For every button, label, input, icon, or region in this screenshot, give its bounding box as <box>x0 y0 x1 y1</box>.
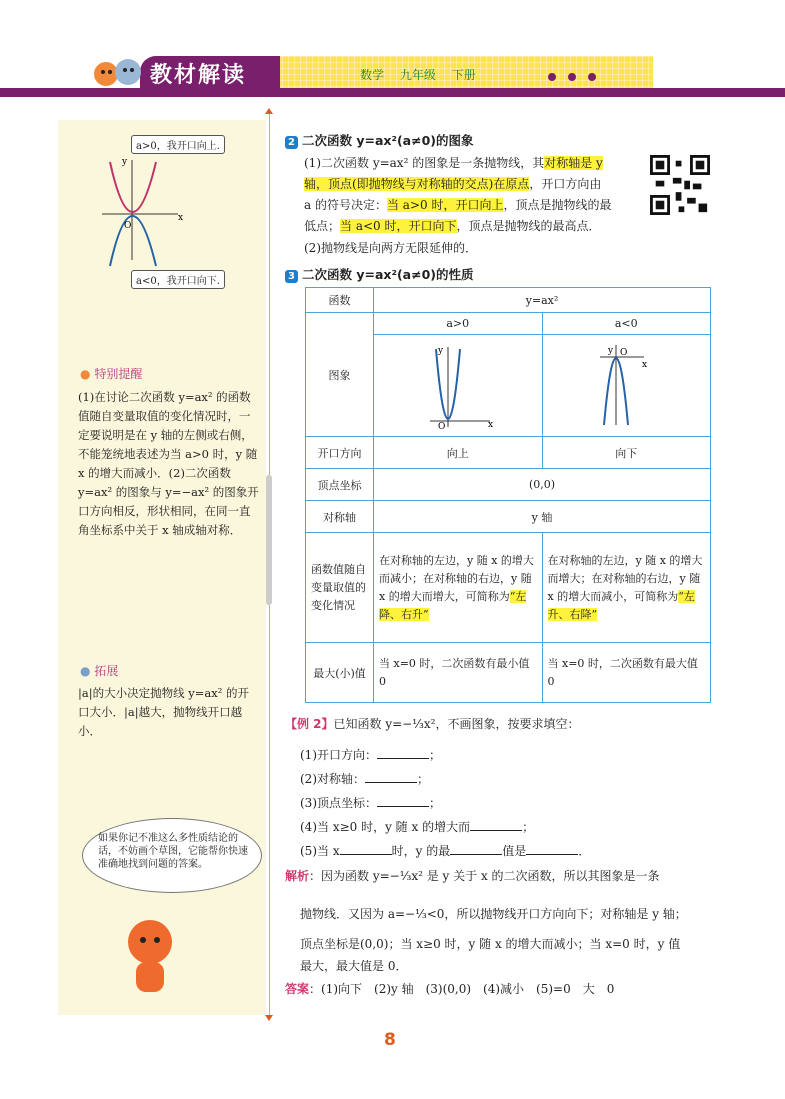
fox-mascot-icon <box>110 910 190 1000</box>
sidebar-graph-x: x <box>178 213 184 223</box>
tip-text: (1)在讨论二次函数 y=ax² 的函数值随自变量取值的变化情况时，一定要说明是在 y 轴的左侧或右侧，不能笼统地表述为当 a>0 时，y 随 x 的增大而减小．(2)二次函数 y=ax² 的图象与 y=−ax² 的图象开口方向相反，形状相同，在同一直角坐标系中关于 x 轴成轴对称． <box>78 390 259 537</box>
elephant-icon: ● <box>80 664 91 678</box>
fox-icon: ● <box>80 367 91 381</box>
table-row <box>306 288 711 313</box>
solution-line1: 解析：因为函数 y=−⅓x² 是 y 关于 x 的二次函数，所以其图象是一条 <box>285 869 660 883</box>
table-row <box>306 643 711 703</box>
section2-line4: 低点；当 a<0 时，开口向下，顶点是抛物线的最高点． <box>304 219 601 233</box>
ext-title: 拓展 <box>94 664 119 678</box>
section2-line5: (2)抛物线是向两方无限延伸的． <box>304 241 477 255</box>
answer-blank[interactable] <box>526 843 578 855</box>
answer-blank[interactable] <box>377 747 429 759</box>
table-cell: 对称轴 <box>306 501 374 533</box>
table-row <box>306 313 711 335</box>
scrollbar-thumb[interactable] <box>266 475 272 605</box>
example-tag: 【例 2】 <box>285 717 334 731</box>
table-cell: (0,0) <box>374 469 711 501</box>
table-cell: a<0 <box>542 313 711 335</box>
table-cell: 函数值随自变量取值的变化情况 <box>306 533 374 643</box>
callout-up: a>0，我开口向上. <box>131 135 225 154</box>
table-cell <box>374 335 543 437</box>
header-dots <box>548 70 608 84</box>
graph-down <box>586 339 666 429</box>
ext-heading <box>80 662 118 679</box>
sidebar-graph-y: y <box>122 157 128 167</box>
page-header <box>0 0 785 100</box>
table-cell: 顶点坐标 <box>306 469 374 501</box>
header-grade: 九年级 <box>399 68 436 82</box>
table-cell: 向下 <box>542 437 711 469</box>
qr-code-icon[interactable] <box>650 155 710 215</box>
header-subject: 数学 <box>360 68 385 82</box>
graph-up <box>418 339 498 429</box>
table-cell: y=ax² <box>374 288 711 313</box>
example-q4: (4)当 x≥0 时，y 随 x 的增大而 ； <box>300 820 535 834</box>
solution-line3: 顶点坐标是(0,0)；当 x≥0 时，y 随 x 的增大而减小；当 x=0 时，y 值 <box>300 937 681 951</box>
table-cell: y 轴 <box>374 501 711 533</box>
answer-blank[interactable] <box>450 843 502 855</box>
header-volume: 下册 <box>451 68 476 82</box>
section2-line1: (1)二次函数 y=ax² 的图象是一条抛物线，其对称轴是 y <box>304 156 603 170</box>
arrow-up-icon <box>265 108 273 114</box>
table-cell: 开口方向 <box>306 437 374 469</box>
section2-num: 2 <box>285 136 298 149</box>
section2-line3: a 的符号决定：当 a>0 时，开口向上，顶点是抛物线的最 <box>304 198 612 212</box>
sidebar-parabola-graph <box>98 150 190 270</box>
table-cell: 当 x=0 时，二次函数有最小值 0 <box>374 643 543 703</box>
header-title: 教材解读 <box>150 63 247 88</box>
graph-down-o: O <box>620 348 628 358</box>
tip-title: 特别提醒 <box>94 367 143 381</box>
graph-down-y: y <box>608 346 614 356</box>
mascot-icon <box>88 50 148 90</box>
answer-line: 答案：(1)向下 (2)y 轴 (3)(0,0) (4)减小 (5)=0 大 0 <box>285 982 615 996</box>
section2-heading <box>285 131 473 149</box>
property-table <box>305 287 711 703</box>
callout-down: a<0，我开口向下. <box>131 270 225 289</box>
table-row <box>306 533 711 643</box>
table-cell: 在对称轴的左边，y 随 x 的增大而减小；在对称轴的右边，y 随 x 的增大而增大，可简称为“左降、右升” <box>374 533 543 643</box>
table-cell: 图象 <box>306 313 374 437</box>
table-cell: a>0 <box>374 313 543 335</box>
graph-up-o: O <box>437 422 446 429</box>
table-row <box>306 437 711 469</box>
example-q2: (2)对称轴： ； <box>300 772 430 786</box>
section3-heading <box>285 265 473 283</box>
arrow-down-icon <box>265 1015 273 1021</box>
header-subtitle <box>360 66 488 83</box>
example-q3: (3)顶点坐标： ； <box>300 796 442 810</box>
answer-blank[interactable] <box>470 819 522 831</box>
section2-title: 二次函数 y=ax²(a≠0)的图象 <box>302 133 474 148</box>
graph-down-x: x <box>642 360 648 370</box>
example-q5: (5)当 x 时，y 的最 值是 ． <box>300 844 591 858</box>
solution-line2: 抛物线．又因为 a=−⅓<0，所以抛物线开口方向向下；对称轴是 y 轴； <box>300 907 687 921</box>
example-stem: 【例 2】已知函数 y=−⅓x²，不画图象，按要求填空： <box>285 717 580 731</box>
table-row <box>306 501 711 533</box>
answer-blank[interactable] <box>340 843 392 855</box>
graph-up-x: x <box>487 420 493 429</box>
ext-text: |a|的大小决定抛物线 y=ax² 的开口大小．|a|越大，抛物线开口越小． <box>78 686 249 738</box>
section2-line2: 轴，顶点(即抛物线与对称轴的交点)在原点，开口方向由 <box>304 177 602 191</box>
graph-up-y: y <box>437 346 443 356</box>
section3-num: 3 <box>285 270 298 283</box>
answer-tag: 答案 <box>285 982 310 996</box>
table-cell: 最大(小)值 <box>306 643 374 703</box>
thought-text: 如果你记不准这么多性质结论的话，不妨画个草图，它能帮你快速准确地找到问题的答案。 <box>98 833 248 870</box>
answer-blank[interactable] <box>377 795 429 807</box>
sidebar-graph-o: O <box>124 221 132 231</box>
table-cell <box>542 335 711 437</box>
table-row <box>306 469 711 501</box>
solution-tag: 解析 <box>285 869 310 883</box>
tip-heading <box>80 365 142 382</box>
table-cell: 向上 <box>374 437 543 469</box>
answer-blank[interactable] <box>365 771 417 783</box>
solution-line4: 最大，最大值是 0． <box>300 959 408 973</box>
example-q1: (1)开口方向： ； <box>300 748 442 762</box>
section3-title: 二次函数 y=ax²(a≠0)的性质 <box>302 267 474 282</box>
table-cell: 在对称轴的左边，y 随 x 的增大而增大；在对称轴的右边，y 随 x 的增大而减小，可简称为“左升、右降” <box>542 533 711 643</box>
table-cell: 当 x=0 时，二次函数有最大值 0 <box>542 643 711 703</box>
page-number: 8 <box>384 1030 396 1050</box>
table-cell: 函数 <box>306 288 374 313</box>
